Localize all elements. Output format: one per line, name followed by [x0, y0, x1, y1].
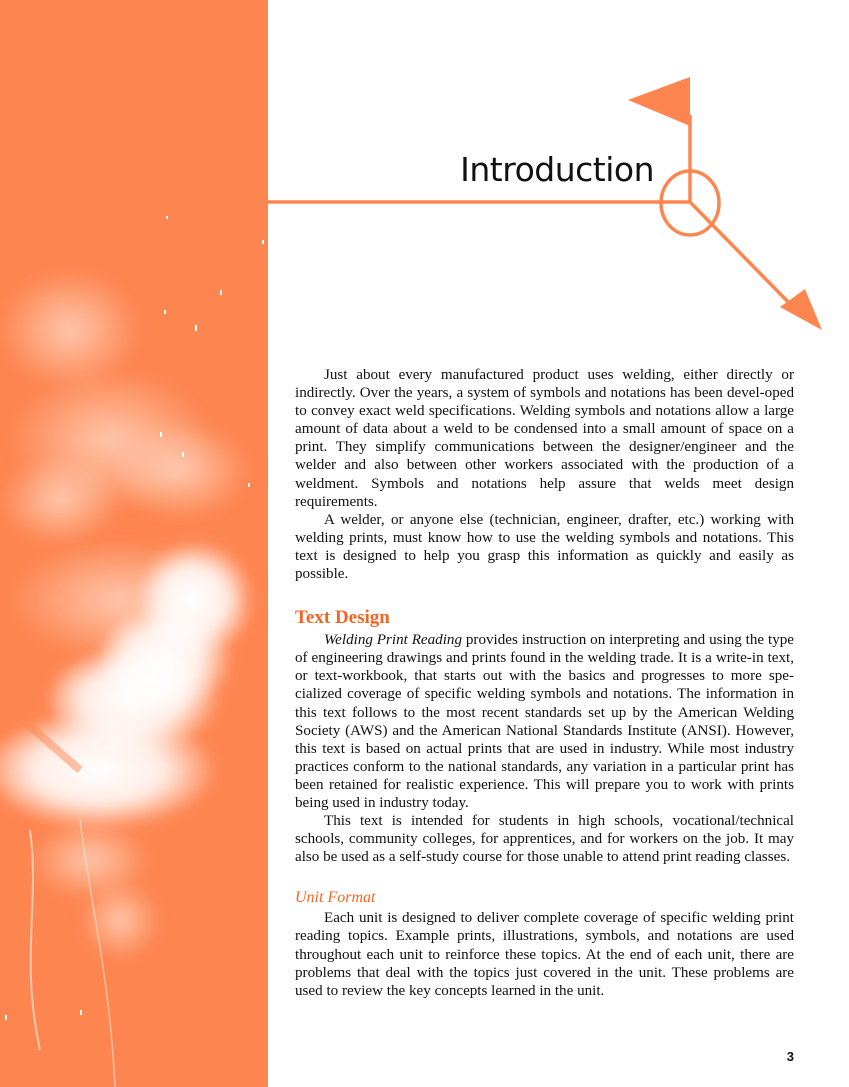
welding-symbol-graphic	[0, 0, 849, 340]
text-design-paragraph-1	[295, 631, 794, 812]
chapter-title: Introduction	[460, 150, 654, 189]
unit-format-paragraph-1: Each unit is designed to deliver complete coverage of specific welding print reading topics. Example prints, illustrations, symbols, and notations are used throughout each unit to reinforce these topics. At the end of each unit, there are problems that deal with the topics just covered in the unit. These problems are used to review the key concepts learned in the unit.	[295, 910, 794, 999]
subsection-heading-unit-format: Unit Format	[295, 889, 376, 907]
arrow-line-icon	[690, 202, 798, 312]
field-weld-flag-icon	[628, 77, 690, 126]
book-title: Welding Print Reading	[324, 632, 462, 649]
text-design-paragraph-2: This text is intended for students in high schools, vocational/technical schools, community colleges, for apprentices, and for workers on the job. It may also be used as a self-study course for those unable to attend print reading classes.	[295, 813, 794, 866]
page-number: 3	[786, 1049, 794, 1064]
section-heading-text-design: Text Design	[295, 607, 390, 629]
intro-paragraph-1: Just about every manufactured product uses welding, either directly or indirectly. Over the years, a system of symbols and notations has been devel-oped to convey exact weld specifications. Welding symbols and notations allow a large amount of data about a weld to be condensed into a small amount of space on a print. They simplify communications between the designer/engineer and the welder and also between other workers associated with the production of a weldment. Symbols and notations help assure that welds meet design requirements.	[295, 367, 794, 510]
intro-paragraph-2: A welder, or anyone else (technician, engineer, drafter, etc.) working with welding prints, must know how to use the welding symbols and notations. This text is designed to help you grasp this information as quickly and easily as possible.	[295, 511, 794, 583]
text-design-paragraph-1-body: provides instruction on interpreting and using the type of engineering drawings and prints found in the welding trade. It is a write-in text, or text-workbook, that starts out with the basics and progresses to more spe-cialized coverage of specific welding symbols and notations. The information in this text follows to the most recent standards set up by the American Welding Society (AWS) and the American National Standards Institute (ANSI). However, this text is based on actual prints that are used in industry. While most industry practices conform to the national standards, any variation in a particular print has been retained for realistic experience. This will prepare you to work with prints being used in industry today.	[295, 632, 794, 811]
body-content	[295, 366, 794, 1000]
arrowhead-icon	[780, 289, 822, 330]
